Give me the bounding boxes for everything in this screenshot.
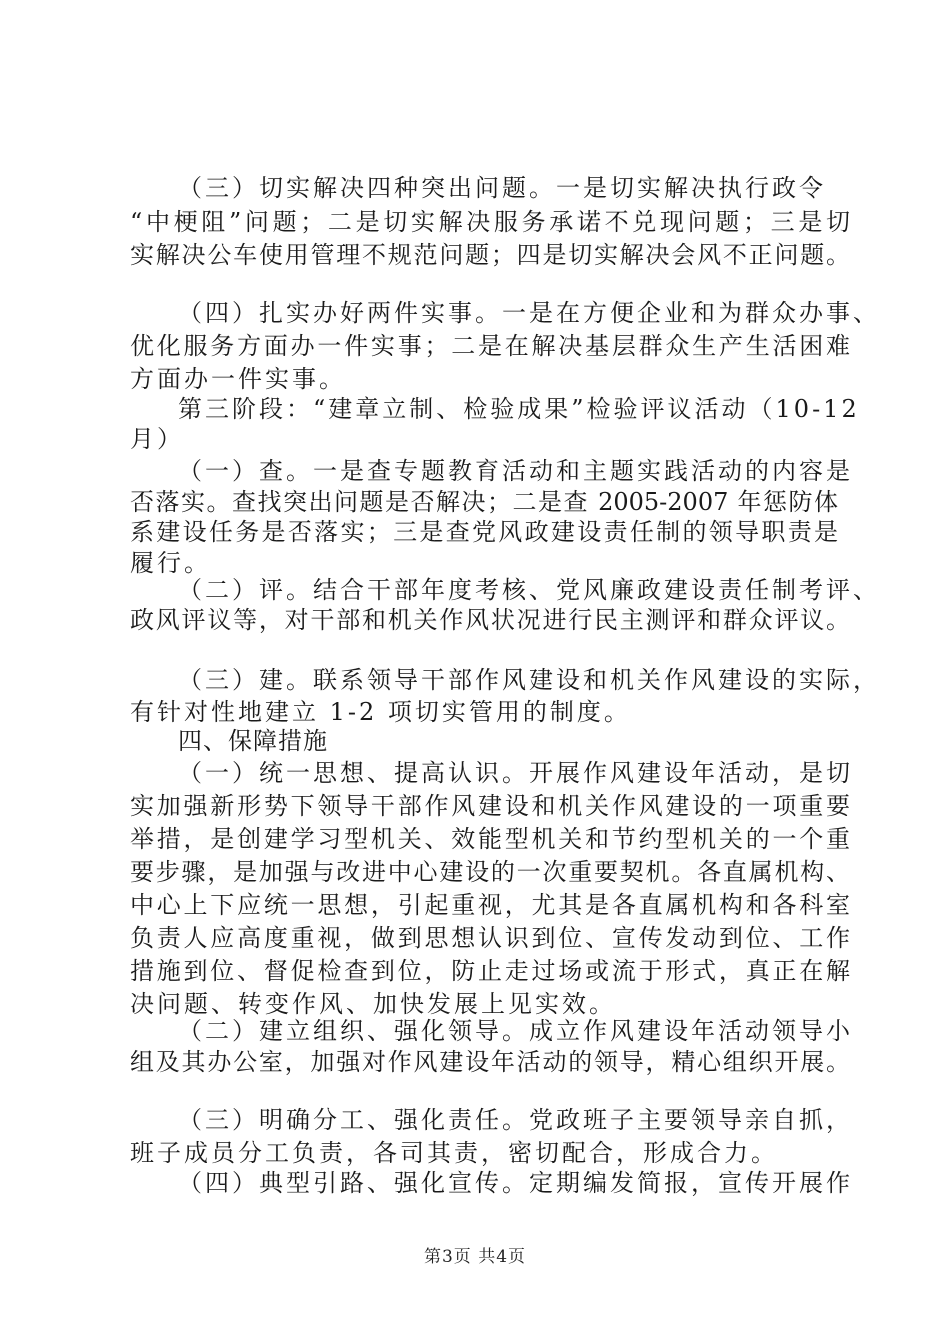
paragraph-line: 负责人应高度重视，做到思想认识到位、宣传发动到位、工作: [130, 924, 850, 952]
paragraph-line: 要步骤，是加强与改进中心建设的一次重要契机。各直属机构、: [130, 858, 850, 886]
paragraph-line: 实解决公车使用管理不规范问题；四是切实解决会风不正问题。: [130, 241, 850, 269]
paragraph-line: 措施到位、督促检查到位，防止走过场或流于形式，真正在解: [130, 957, 850, 985]
paragraph-line: 优化服务方面办一件实事；二是在解决基层群众生产生活困难: [130, 332, 850, 360]
paragraph-line: 实加强新形势下领导干部作风建设和机关作风建设的一项重要: [130, 792, 850, 820]
section-heading: 月）: [130, 425, 184, 453]
paragraph-line: 班子成员分工负责，各司其责，密切配合，形成合力。: [130, 1139, 778, 1167]
paragraph-line: 方面办一件实事。: [130, 365, 346, 393]
paragraph-line: 政风评议等，对干部和机关作风状况进行民主测评和群众评议。: [130, 606, 850, 634]
paragraph-line: （三）建。联系领导干部作风建设和机关作风建设的实际，: [178, 666, 880, 694]
paragraph-line: 系建设任务是否落实；三是查党风政建设责任制的领导职责是: [130, 518, 838, 546]
paragraph-line: （一）统一思想、提高认识。开展作风建设年活动，是切: [178, 759, 853, 787]
paragraph-line: 组及其办公室，加强对作风建设年活动的领导，精心组织开展。: [130, 1048, 850, 1076]
section-heading: 第三阶段：“建章立制、检验成果”检验评议活动（10-12: [178, 395, 860, 423]
paragraph-line: 举措，是创建学习型机关、效能型机关和节约型机关的一个重: [130, 825, 850, 853]
paragraph-line: 否落实。查找突出问题是否解决；二是查 2005-2007 年惩防体: [130, 488, 838, 516]
paragraph-line: （四）典型引路、强化宣传。定期编发简报，宣传开展作: [178, 1169, 853, 1197]
section-heading: 四、保障措施: [178, 727, 328, 755]
paragraph-line: “中梗阻”问题；二是切实解决服务承诺不兑现问题；三是切: [130, 208, 850, 236]
paragraph-line: 决问题、转变作风、加快发展上见实效。: [130, 990, 616, 1018]
paragraph-line: （三）切实解决四种突出问题。一是切实解决执行政令: [178, 174, 826, 202]
paragraph-line: （三）明确分工、强化责任。党政班子主要领导亲自抓，: [178, 1106, 853, 1134]
paragraph-line: 有针对性地建立 1-2 项切实管用的制度。: [130, 698, 631, 726]
paragraph-line: 中心上下应统一思想，引起重视，尤其是各直属机构和各科室: [130, 891, 850, 919]
paragraph-line: （二）建立组织、强化领导。成立作风建设年活动领导小: [178, 1017, 853, 1045]
paragraph-line: （一）查。一是查专题教育活动和主题实践活动的内容是: [178, 457, 853, 485]
page-number-footer: 第3页 共4页: [423, 1247, 527, 1267]
paragraph-line: 履行。: [130, 549, 211, 577]
paragraph-line: （四）扎实办好两件实事。一是在方便企业和为群众办事、: [178, 299, 880, 327]
paragraph-line: （二）评。结合干部年度考核、党风廉政建设责任制考评、: [178, 576, 880, 604]
